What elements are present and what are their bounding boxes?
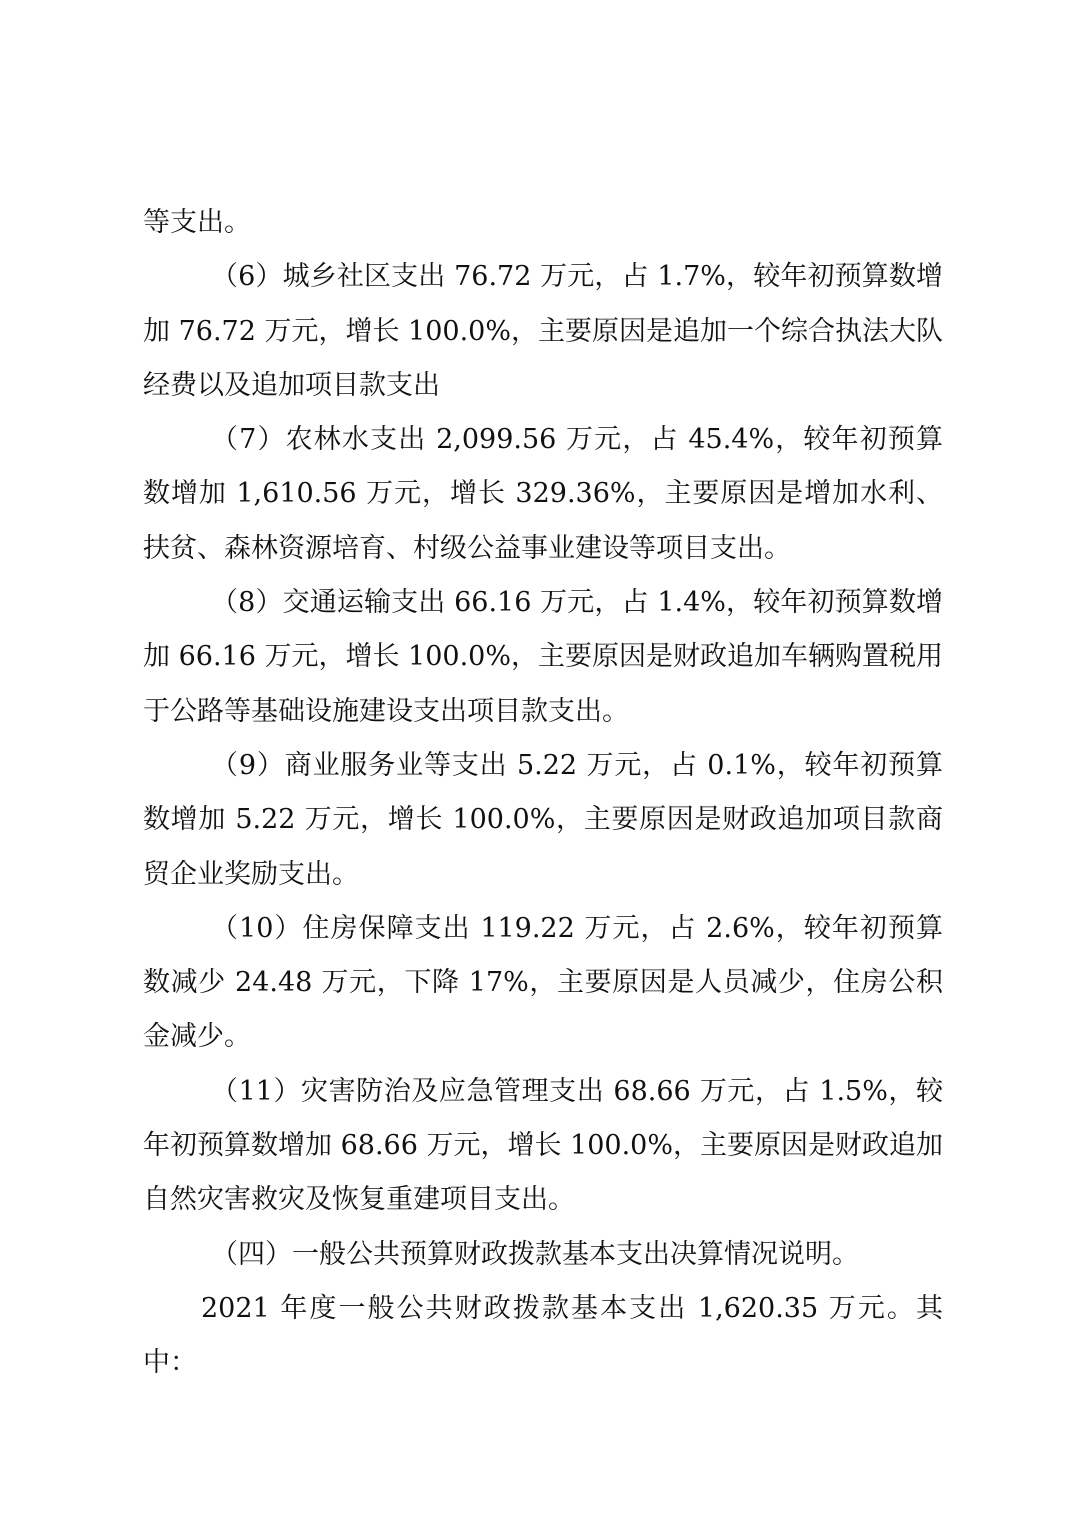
paragraph-housing-security: （10）住房保障支出 119.22 万元，占 2.6%，较年初预算数减少 24.48 万元，下降 17%，主要原因是人员减少，住房公积金减少。 — [143, 912, 943, 1053]
paragraph-basic-expenditure-total: 2021 年度一般公共财政拨款基本支出 1,620.35 万元。其中： — [143, 1292, 943, 1379]
paragraph-urban-rural-community: （6）城乡社区支出 76.72 万元，占 1.7%，较年初预算数增加 76.72 万元，增长 100.0%，主要原因是追加一个综合执法大队经费以及追加项目款支出 — [143, 261, 943, 401]
section-heading-basic-expenditure: （四）一般公共预算财政拨款基本支出决算情况说明。 — [211, 1238, 859, 1270]
paragraph-disaster-prevention: （11）灾害防治及应急管理支出 68.66 万元，占 1.5%，较年初预算数增加 68.66 万元，增长 100.0%，主要原因是财政追加自然灾害救灾及恢复重建项目支出。 — [143, 1075, 943, 1216]
paragraph-transportation: （8）交通运输支出 66.16 万元，占 1.4%，较年初预算数增加 66.16 万元，增长 100.0%，主要原因是财政追加车辆购置税用于公路等基础设施建设支出项目款支出。 — [143, 587, 943, 727]
paragraph-commercial-services: （9）商业服务业等支出 5.22 万元，占 0.1%，较年初预算数增加 5.22 万元，增长 100.0%，主要原因是财政追加项目款商贸企业奖励支出。 — [143, 749, 943, 890]
paragraph-agriculture-forestry-water: （7）农林水支出 2,099.56 万元，占 45.4%，较年初预算数增加 1,610.56 万元，增长 329.36%，主要原因是增加水利、扶贫、森林资源培育、村级公益事业建设等项目支出。 — [143, 424, 943, 564]
body-text — [143, 196, 943, 1391]
paragraph-continuation: 等支出。 — [143, 207, 251, 238]
